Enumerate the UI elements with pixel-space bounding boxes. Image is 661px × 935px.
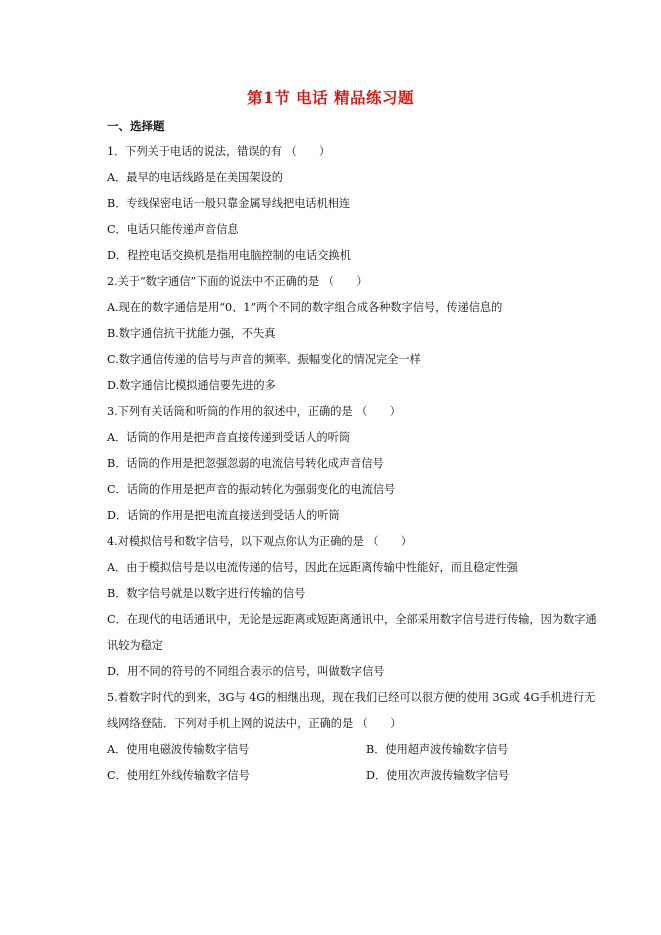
option-5d: D．使用次声波传输数字信号: [366, 769, 510, 782]
question-4: 4.对模拟信号和数字信号，以下观点你认为正确的是 （ ）: [107, 535, 413, 548]
options-row-2: [107, 769, 527, 783]
option-4c-cont: 讯较为稳定: [107, 639, 163, 652]
question-5: 5.着数字时代的到来，3G与 4G的相继出现，现在我们已经可以很方便的使用 3G或 4G手机进行无: [107, 691, 596, 704]
question-2: 2.关于“数字通信”下面的说法中不正确的是 （ ）: [107, 275, 368, 288]
question-3: 3.下列有关话筒和听筒的作用的叙述中，正确的是 （ ）: [107, 405, 401, 418]
option-2c: C.数字通信传递的信号与声音的频率、振幅变化的情况完全一样: [107, 353, 421, 366]
option-5c: C．使用红外线传输数字信号: [107, 769, 250, 782]
option-4b: B．数字信号就是以数字进行传输的信号: [107, 587, 306, 600]
option-1b: B．专线保密电话一般只靠金属导线把电话机相连: [107, 197, 351, 210]
option-1d: D．程控电话交换机是指用电脑控制的电话交换机: [107, 249, 351, 262]
option-1c: C．电话只能传递声音信息: [107, 223, 239, 236]
option-2a: A.现在的数字通信是用“0、1”两个不同的数字组合成各种数字信号，传递信息的: [107, 301, 503, 314]
options-row-1: [107, 743, 527, 757]
option-5a: A．使用电磁波传输数字信号: [107, 743, 250, 756]
question-1: 1．下列关于电话的说法，错误的有 （ ）: [107, 145, 331, 158]
option-3a: A．话筒的作用是把声音直接传递到受话人的听筒: [107, 431, 351, 444]
option-3b: B．话筒的作用是把忽强忽弱的电流信号转化成声音信号: [107, 457, 384, 470]
option-2d: D.数字通信比模拟通信要先进的多: [107, 379, 276, 392]
option-3c: C．话筒的作用是把声音的振动转化为强弱变化的电流信号: [107, 483, 396, 496]
option-4d: D．用不同的符号的不同组合表示的信号，叫做数字信号: [107, 665, 385, 678]
option-4c: C．在现代的电话通讯中，无论是远距离或短距离通讯中，全部采用数字信号进行传输，因为数字通: [107, 613, 597, 626]
section-heading: 一、选择题: [107, 119, 165, 133]
option-3d: D．话筒的作用是把电流直接送到受话人的听筒: [107, 509, 340, 522]
question-5-cont: 线网络登陆．下列对手机上网的说法中，正确的是 （ ）: [107, 717, 402, 730]
option-2b: B.数字通信抗干扰能力强，不失真: [107, 327, 276, 340]
option-5b: B．使用超声波传输数字信号: [366, 743, 509, 756]
page-title: 第1节 电话 精品练习题: [246, 88, 415, 107]
option-1a: A．最早的电话线路是在美国架设的: [107, 171, 283, 184]
option-4a: A．由于模拟信号是以电流传递的信号，因此在远距离传输中性能好，而且稳定性强: [107, 561, 518, 574]
